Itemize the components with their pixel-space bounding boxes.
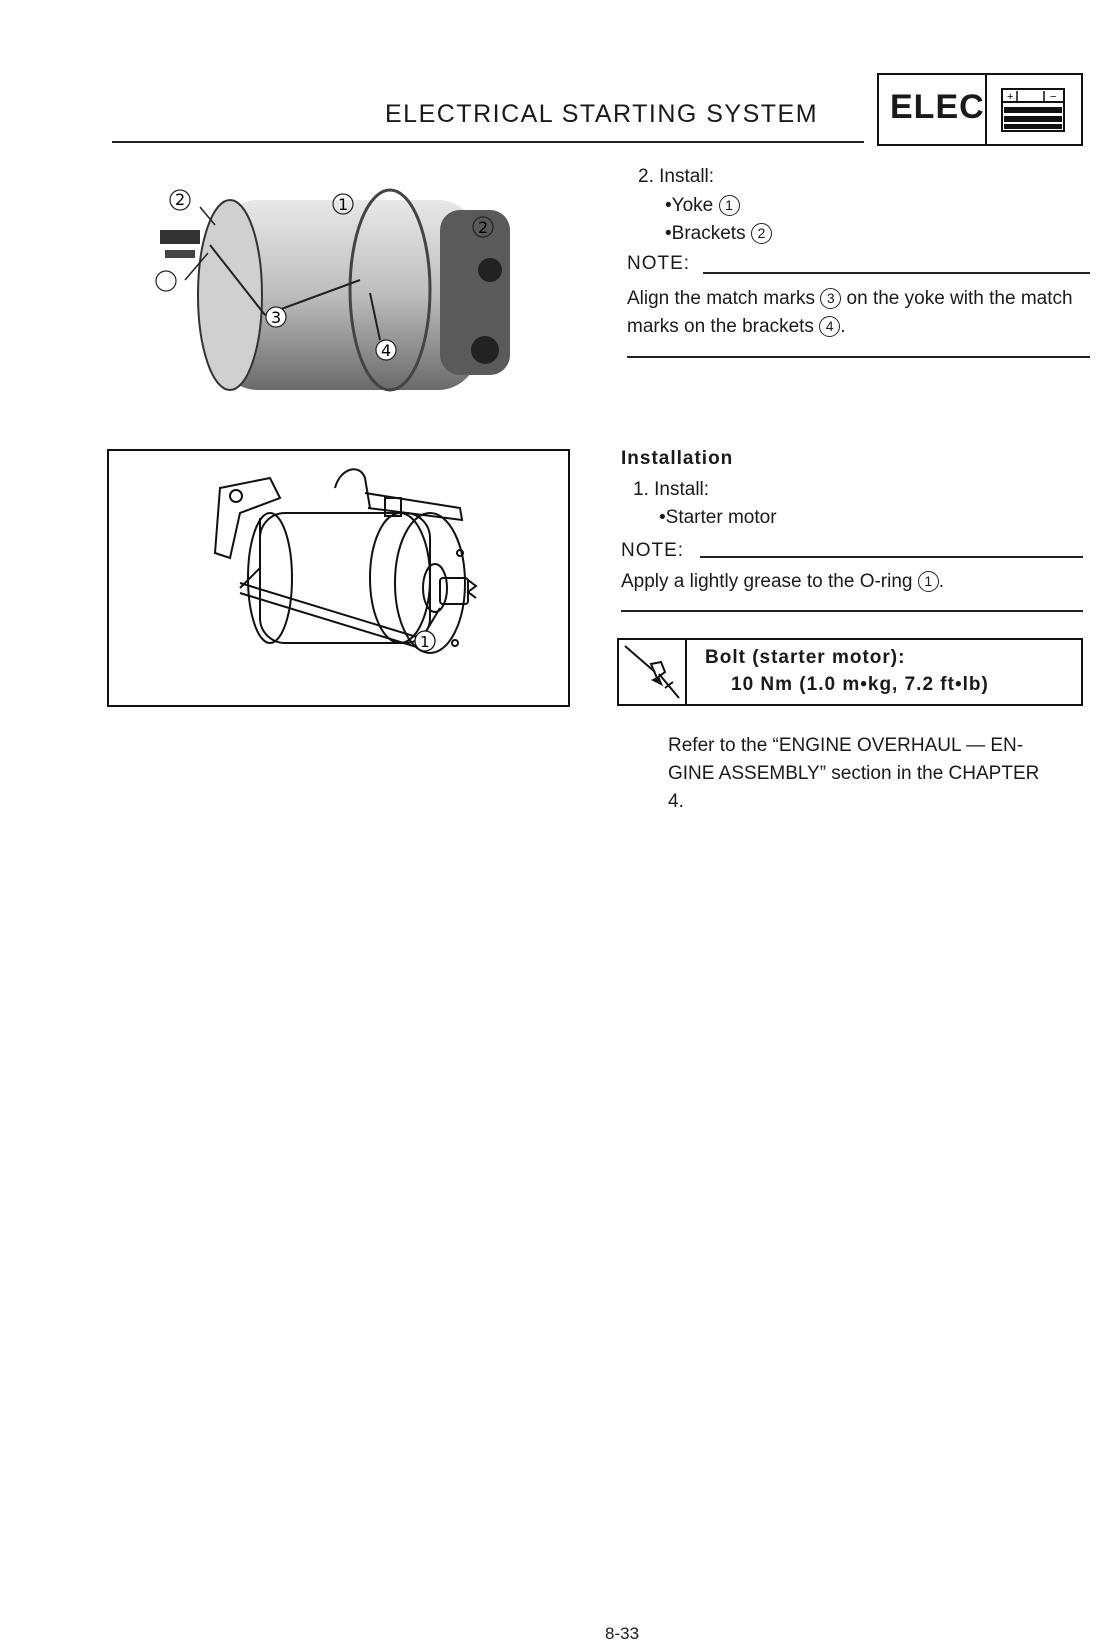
page-title: ELECTRICAL STARTING SYSTEM [385,100,819,128]
reference-line-2: GINE ASSEMBLY” section in the CHAPTER [668,763,1040,784]
svg-text:+: + [1007,91,1014,103]
note-text-2: Apply a lightly grease to the O-ring 1 . [621,571,945,592]
step-2: 2. Install: [638,166,715,187]
ref-1: 1 [719,195,740,216]
callout-4b: 4 [381,341,392,360]
page-number: 8-33 [605,1624,640,1643]
torque-spec-divider [685,638,687,706]
ref-2: 2 [751,223,772,244]
battery-icon [1000,87,1066,133]
item-starter-motor: •Starter motor [659,507,777,528]
starter-motor-drawing [200,458,490,698]
note-rule [703,272,1090,274]
note-rule-2 [700,556,1083,558]
install-step-1: 1. Install: [633,479,710,500]
torque-label: Bolt (starter motor): [705,647,906,668]
torque-value: 10 Nm (1.0 m•kg, 7.2 ft•lb) [731,674,989,695]
note-label-2: NOTE: [621,540,685,561]
callout-1: 1 [420,633,430,651]
starter-yoke-photo [140,165,540,415]
callout-3: 3 [271,308,282,327]
note-end-rule-2 [621,610,1083,612]
item-brackets: •Brackets 2 [665,220,772,248]
section-label: ELEC [890,88,985,126]
reference-line-1: Refer to the “ENGINE OVERHAUL — EN- [668,735,1024,756]
callout-2b: 2 [478,218,489,237]
header-rule [112,141,864,143]
callout-1: 1 [338,195,349,214]
note-end-rule [627,356,1090,358]
callout-2: 2 [175,190,186,209]
torque-wrench-icon [621,642,683,702]
svg-text:−: − [1050,91,1057,103]
section-heading-installation: Installation [621,448,734,469]
item-yoke: •Yoke 1 [665,192,740,220]
reference-line-3: 4. [668,791,684,812]
note-text: Align the match marks 3 on the yoke with the match marks on the brackets 4 . [627,288,1073,337]
section-tab-divider [985,73,987,146]
note-label: NOTE: [627,253,691,274]
